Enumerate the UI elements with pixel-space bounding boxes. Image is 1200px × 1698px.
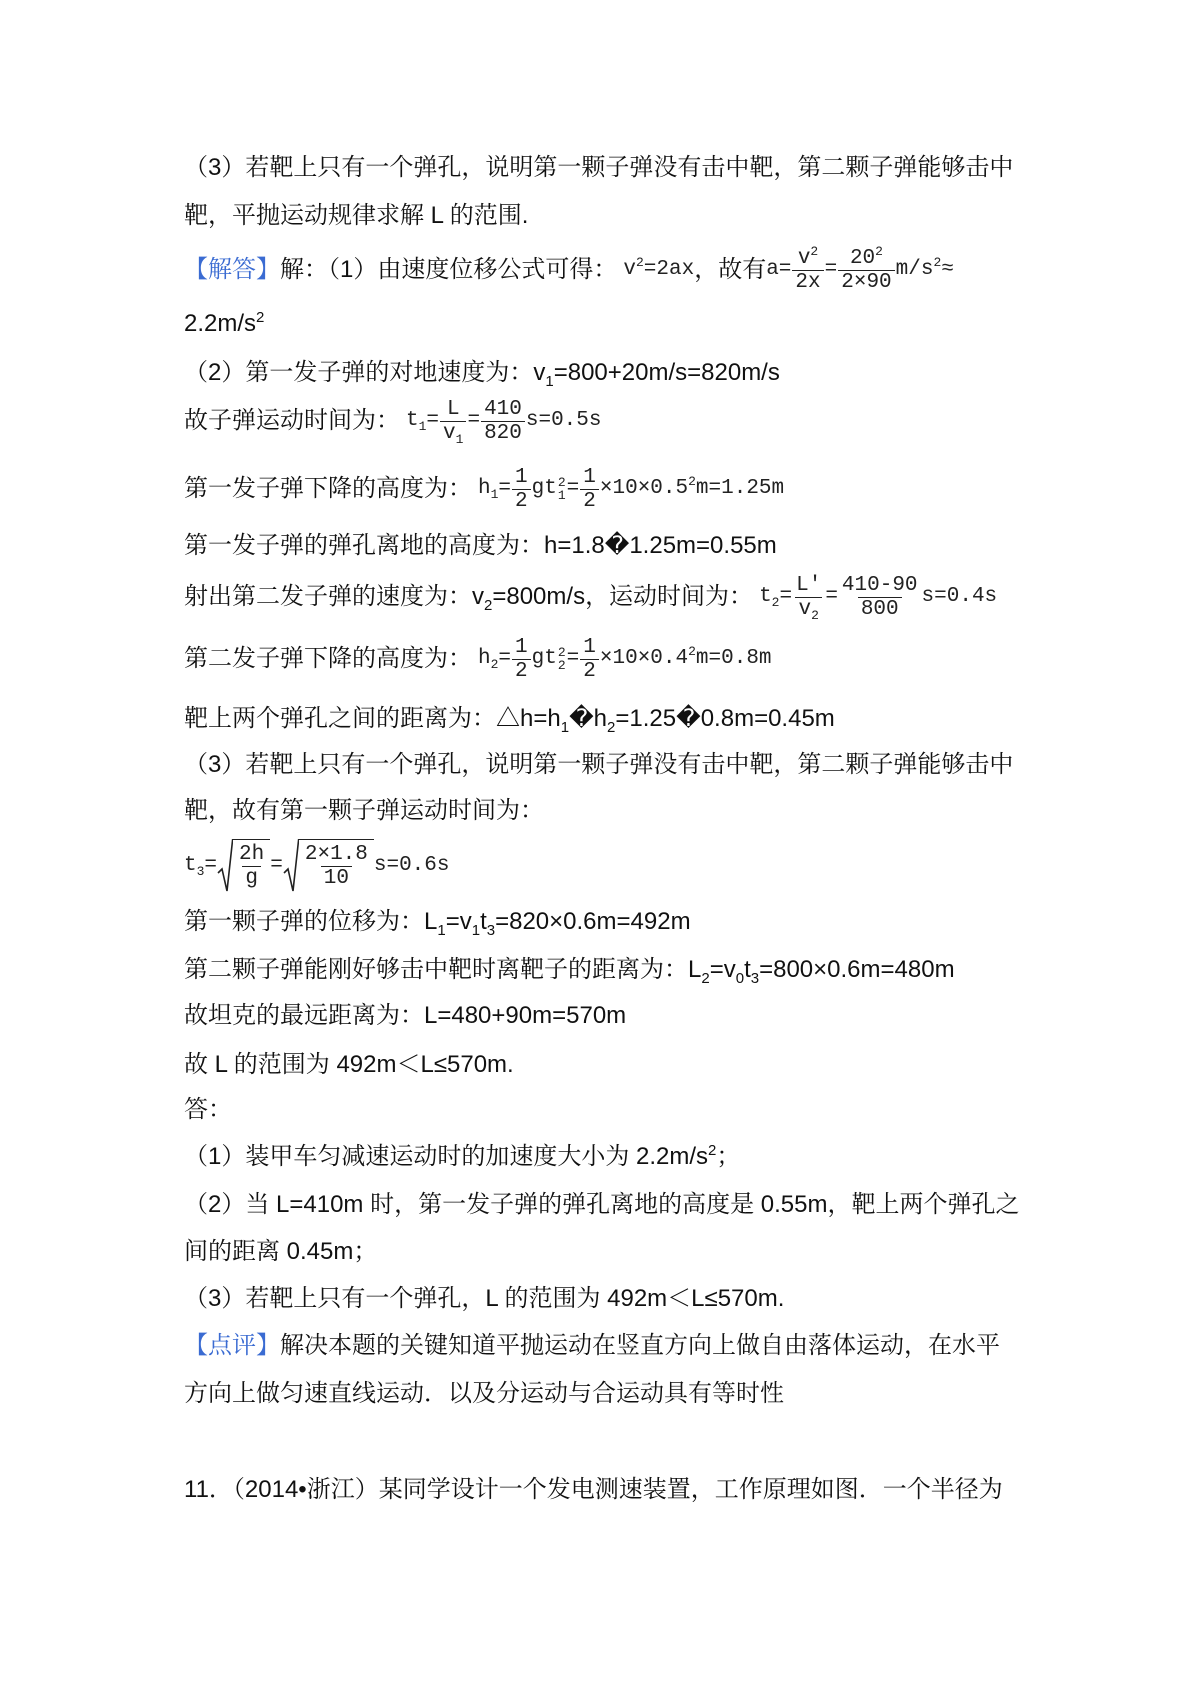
connector-text: ，故有 (694, 256, 767, 283)
fraction-denominator: g (242, 866, 261, 890)
second-displacement-text (184, 954, 955, 986)
range-text: 故 L 的范围为 492m＜L≤570m. (184, 1051, 514, 1078)
part3-text-2: 靶，故有第一颗子弹运动时间为： (184, 797, 544, 824)
fraction-numerator: 410-90 (841, 573, 918, 597)
hint-text-1: （3）若靶上只有一个弹孔，说明第一颗子弹没有击中靶，第二颗子弹能够击中 (184, 154, 1014, 181)
speed-lead: （2）第一发子弹的对地速度为：v (184, 359, 546, 386)
drop-lead: 第一发子弹下降的高度为： (184, 475, 472, 502)
acceleration-result (184, 308, 264, 340)
denominator-text: v (443, 421, 456, 445)
disp-a: 第一颗子弹的位移为：L (184, 908, 438, 935)
calc-sup: 2 (688, 644, 696, 659)
disp-a-sub: 2 (701, 969, 710, 987)
drop-result: m=1.25m (695, 477, 785, 500)
disp-c-sub: 3 (486, 921, 496, 939)
fraction-one-half (512, 466, 531, 513)
fraction-numerator: 2×1.8 (304, 843, 368, 866)
formula-a-eq: a= (766, 258, 792, 281)
time-result: s=0.5s (525, 409, 602, 432)
formula-equals: = (498, 647, 512, 670)
calc-text: ×10×0.5 (599, 477, 689, 500)
speed-sub: 2 (484, 596, 493, 614)
result-text: 2.2m/s (184, 310, 257, 337)
time-result: s=0.6s (373, 854, 450, 877)
fraction-320-over-800 (839, 574, 921, 621)
formula-h1 (478, 476, 511, 502)
fraction-denominator (440, 421, 466, 445)
h-sub: 2 (490, 657, 499, 673)
calc-text: ×10×0.4 (599, 647, 689, 670)
drop-result: m=0.8m (695, 647, 772, 670)
numerator-text: v (797, 246, 811, 270)
formula-equals: = (566, 647, 580, 670)
gt-sup: 2 (557, 645, 566, 660)
fraction-denominator: 2 (580, 659, 599, 683)
formula-v-sup: 2 (635, 255, 644, 270)
fraction-denominator: 800 (858, 597, 902, 621)
solution-tag: 【解答】 (184, 256, 280, 283)
formula-equals: = (426, 409, 440, 432)
calc-sup: 2 (688, 474, 696, 489)
speed-rest: =800+20m/s=820m/s (553, 359, 780, 386)
radical-sign (217, 839, 233, 893)
next-problem-text: 11．（2014•浙江）某同学设计一个发电测速装置，工作原理如图．一个半径为 (184, 1476, 1003, 1503)
fraction-denominator (795, 597, 821, 621)
gt-symbol: gt (531, 477, 557, 500)
gt-sup-sub (558, 476, 566, 502)
fraction-denominator: 2 (580, 489, 599, 513)
speed-rest: =800m/s，运动时间为： (492, 583, 754, 610)
numerator-sup: 2 (875, 243, 883, 259)
answer-1-body: （1）装甲车匀减速运动时的加速度大小为 2.2m/s (184, 1143, 709, 1170)
answer-1-text (184, 1141, 740, 1173)
fraction-numerator: 1 (583, 635, 596, 659)
fraction-one-half (512, 636, 531, 683)
t-symbol: t (406, 409, 419, 432)
fraction-numerator: L′ (796, 573, 822, 597)
gt-symbol: gt (531, 647, 557, 670)
hint-text-2: 靶，平抛运动规律求解 L 的范围. (184, 202, 529, 229)
speed-sub: 1 (545, 372, 554, 390)
formula-unit (896, 257, 954, 283)
t-symbol: t (759, 585, 772, 608)
formula-equals: = (825, 585, 838, 608)
formula-equals: = (204, 854, 218, 877)
fraction-one-half (580, 636, 599, 683)
fraction-denominator: 2 (512, 659, 531, 683)
unit-sup: 2 (933, 255, 942, 270)
disp-b: =v (709, 956, 736, 983)
fraction-one-half (580, 466, 599, 513)
gt-sup: 2 (557, 475, 566, 490)
first-displacement-text (184, 906, 691, 938)
formula-equals: = (566, 477, 580, 500)
unit-text: m/s (895, 258, 934, 281)
gt-sub: 2 (557, 658, 566, 673)
t-symbol: t (184, 854, 197, 877)
formula-velocity-displacement (623, 257, 694, 283)
speed-lead: 射出第二发子弹的速度为：v (184, 583, 484, 610)
drop-calc (600, 476, 784, 502)
formula-t1 (406, 408, 439, 434)
fraction-denominator: 820 (481, 421, 525, 445)
fraction-numerator: 1 (583, 465, 596, 489)
fraction-20sq-over-2x90 (838, 243, 894, 294)
fraction-denominator: 2 (512, 489, 531, 513)
h-symbol: h (478, 477, 491, 500)
hole-height-text: 第一发子弹的弹孔离地的高度为：h=1.8�1.25m=0.55m (184, 532, 777, 559)
disp-c: t (744, 956, 751, 983)
second-bullet-speed (184, 581, 753, 613)
fraction-numerator: 2h (239, 843, 265, 866)
formula-equals: = (270, 854, 283, 877)
disp-b-sub: 0 (735, 969, 745, 987)
drop-lead: 第二发子弹下降的高度为： (184, 645, 472, 672)
h-symbol: h (478, 647, 491, 670)
fraction-Lprime-over-v2 (793, 574, 824, 621)
formula-t2 (759, 584, 792, 610)
answer-2-text-1: （2）当 L=410m 时，第一发子弹的弹孔离地的高度是 0.55m，靶上两个弹孔之 (184, 1191, 1020, 1218)
comment-text-1: 解决本题的关键知道平抛运动在竖直方向上做自由落体运动，在水平 (280, 1332, 1000, 1359)
time-lead: 故子弹运动时间为： (184, 407, 400, 434)
sqrt-body (233, 839, 270, 893)
fraction-numerator: L (446, 397, 460, 421)
fraction-2x1.8-over-10 (302, 843, 371, 890)
denominator-text: v (798, 597, 812, 621)
fraction-denominator: 10 (321, 866, 352, 890)
numerator-text: 20 (849, 246, 876, 270)
sqrt-2h-over-g (217, 839, 270, 893)
fraction-2h-over-g (236, 843, 267, 890)
distance-sub-1: 1 (560, 718, 570, 736)
radical-sign (283, 839, 299, 893)
formula-t3 (184, 853, 217, 879)
formula-v: v (623, 258, 636, 281)
drop-calc (600, 646, 772, 672)
result-sup: 2 (256, 309, 265, 326)
distance-sub-2: 2 (607, 718, 616, 736)
approx-sign: ≈ (941, 258, 954, 281)
disp-b-sub: 1 (471, 921, 481, 939)
comment-text-2: 方向上做匀速直线运动．以及分运动与合运动具有等时性 (184, 1380, 784, 1407)
fraction-numerator: 1 (515, 635, 528, 659)
answer-2-text-2: 间的距离 0.45m； (184, 1238, 378, 1265)
answer-1-sup: 2 (708, 1142, 717, 1159)
time-result: s=0.4s (921, 585, 998, 608)
disp-b: =v (445, 908, 472, 935)
formula-equals: = (779, 585, 793, 608)
hole-distance-text (184, 703, 835, 735)
sqrt-numeric (283, 839, 374, 893)
fraction-410-over-820 (481, 398, 525, 445)
fraction-numerator: 410 (484, 397, 522, 421)
fraction-denominator: 2×90 (838, 270, 894, 294)
part3-text-1: （3）若靶上只有一个弹孔，说明第一颗子弹没有击中靶，第二颗子弹能够击中 (184, 751, 1014, 778)
formula-h2 (478, 646, 511, 672)
denominator-sub: 1 (455, 431, 464, 447)
max-distance-text: 故坦克的最远距离为：L=480+90m=570m (184, 1002, 627, 1029)
distance-mid: �h (569, 705, 608, 732)
answer-1-end: ； (716, 1143, 741, 1170)
formula-equals: = (467, 409, 481, 432)
t-sub: 1 (418, 419, 427, 435)
disp-rest: =800×0.6m=480m (759, 956, 955, 983)
formula-equals: = (498, 477, 512, 500)
gt-sub: 1 (557, 488, 566, 503)
answer-label: 答： (184, 1096, 232, 1123)
formula-equals: = (824, 258, 838, 281)
disp-rest: =820×0.6m=492m (495, 908, 691, 935)
disp-a: 第二颗子弹能刚好够击中靶时离靶子的距离为：L (184, 956, 702, 983)
formula-v-rest: =2ax (643, 258, 695, 281)
distance-lead: 靶上两个弹孔之间的距离为：△h=h (184, 705, 561, 732)
t-sub: 2 (771, 595, 780, 611)
answer-3-text: （3）若靶上只有一个弹孔，L 的范围为 492m＜L≤570m. (184, 1285, 785, 1312)
fraction-numerator (847, 243, 886, 270)
disp-c-sub: 3 (750, 969, 760, 987)
h-sub: 1 (490, 487, 499, 503)
first-bullet-speed (184, 357, 780, 389)
numerator-sup: 2 (810, 243, 819, 259)
gt-sup-sub (558, 646, 566, 672)
disp-c: t (480, 908, 487, 935)
comment-tag: 【点评】 (184, 1332, 280, 1359)
distance-rest: =1.25�0.8m=0.45m (615, 705, 835, 732)
fraction-L-over-v1 (440, 398, 466, 445)
fraction-numerator (795, 243, 821, 270)
fraction-v2-over-2x (792, 243, 823, 294)
fraction-numerator: 1 (515, 465, 528, 489)
sqrt-body (299, 839, 374, 893)
denominator-sub: 2 (811, 607, 819, 623)
fraction-denominator: 2x (792, 270, 823, 294)
solution-part1-lead: 解：（1）由速度位移公式可得： (280, 256, 618, 283)
t-sub: 3 (196, 864, 205, 880)
disp-a-sub: 1 (437, 921, 446, 939)
